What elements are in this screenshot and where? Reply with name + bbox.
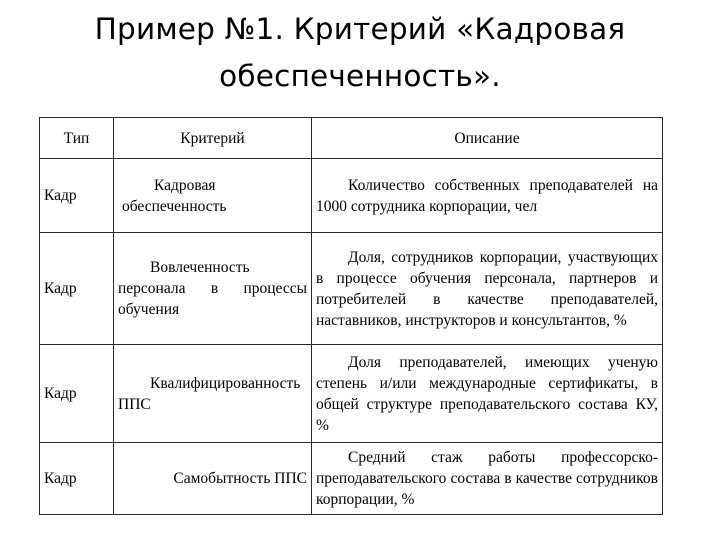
criteria-table [39, 117, 663, 515]
row-criterion [114, 345, 312, 443]
row-description [312, 345, 663, 443]
row-criterion-text: Вовлеченность персонала в процессы обучения [118, 259, 307, 318]
row-description-text: Количество собственных преподавателей на 1000 сотрудника корпорации, чел [316, 176, 658, 215]
row-criterion [114, 233, 312, 345]
table-row [40, 345, 663, 443]
row-type: Кадр [40, 233, 114, 345]
table-row [40, 159, 663, 233]
header-type: Тип [40, 118, 114, 159]
row-criterion [114, 159, 312, 233]
table-header-row [40, 118, 663, 159]
header-description: Описание [312, 118, 663, 159]
row-type: Кадр [40, 443, 114, 515]
table-row [40, 443, 663, 515]
row-criterion-text: Самобытность ППС [173, 470, 307, 487]
row-description-text: Доля преподавателей, имеющих ученую степень и/или международные сертификаты, в общей структуре преподавательского состава КУ, % [316, 353, 658, 434]
row-description [312, 159, 663, 233]
row-type: Кадр [40, 159, 114, 233]
row-description [312, 233, 663, 345]
table-row [40, 233, 663, 345]
row-description-text: Средний стаж работы профессорско-преподавательского состава в качестве сотрудников корпорации, % [316, 449, 658, 508]
row-description-text: Доля, сотрудников корпорации, участвующих в процессе обучения персонала, партнеров и потребителей в качестве преподавателей, наставников, инструкторов и консультантов, % [316, 248, 658, 329]
slide-title-line-2: обеспеченность». [219, 59, 501, 93]
row-criterion-text: Кадровая обеспеченность [122, 176, 227, 215]
slide-title [0, 6, 720, 100]
row-type: Кадр [40, 345, 114, 443]
row-description [312, 443, 663, 515]
row-criterion [114, 443, 312, 515]
header-criterion: Критерий [114, 118, 312, 159]
row-criterion-text: Квалифицированность ППС [118, 374, 301, 413]
slide-title-line-1: Пример №1. Критерий «Кадровая [94, 12, 626, 46]
